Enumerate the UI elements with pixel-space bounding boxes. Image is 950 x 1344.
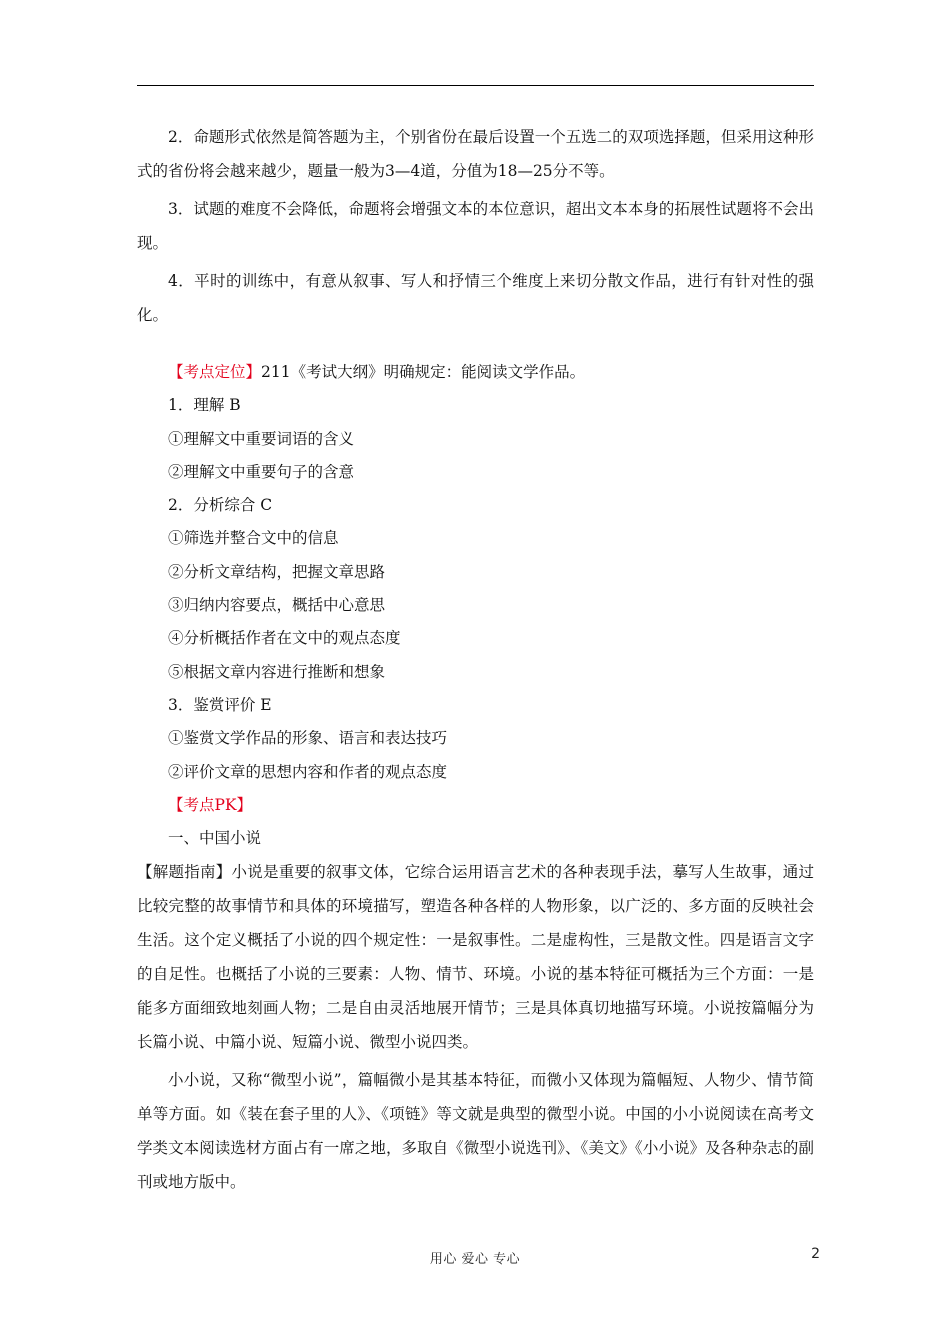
jieti-zhinan-text: 小说是重要的叙事文体，它综合运用语言艺术的各种表现手法，摹写人生故事，通过比较完整的故事情节和具体的环境描写，塑造各种各样的人物形象，以广泛的、多方面的反映社会生活。这个定义概括了小说的四个规定性：一是叙事性。二是虚构性，三是散文性。四是语言文字的自足性。也概括了小说的三要素：人物、情节、环境。小说的基本特征可概括为三个方面：一是能多方面细致地刻画人物；二是自由灵活地展开情节；三是具体真切地描写环境。小说按篇幅分为长篇小说、中篇小说、短篇小说、微型小说四类。 bbox=[137, 863, 814, 1052]
outline-item: 1．理解 B bbox=[168, 396, 241, 415]
document-body bbox=[137, 120, 814, 1199]
outline-item: ①筛选并整合文中的信息 bbox=[168, 529, 339, 548]
paragraph-4: 4．平时的训练中，有意从叙事、写人和抒情三个维度上来切分散文作品，进行有针对性的强化。 bbox=[137, 272, 814, 324]
outline-item: ②分析文章结构，把握文章思路 bbox=[168, 562, 386, 581]
outline-item: ⑤根据文章内容进行推断和想象 bbox=[168, 662, 386, 681]
paragraph-2: 2．命题形式依然是简答题为主，个别省份在最后设置一个五选二的双项选择题，但采用这种形式的省份将会越来越少，题量一般为3—4道，分值为18—25分不等。 bbox=[137, 128, 814, 180]
outline-item: ②理解文中重要句子的含意 bbox=[168, 462, 355, 481]
page-number: 2 bbox=[811, 1246, 820, 1262]
outline-item: ①理解文中重要词语的含义 bbox=[168, 429, 355, 448]
section-title: 一、中国小说 bbox=[168, 829, 262, 848]
header-rule bbox=[137, 85, 814, 86]
footer-text: 用心 爱心 专心 bbox=[429, 1252, 521, 1267]
paragraph-3: 3．试题的难度不会降低，命题将会增强文本的本位意识，超出文本本身的拓展性试题将不会出现。 bbox=[137, 200, 814, 252]
outline-item: ③归纳内容要点，概括中心意思 bbox=[168, 596, 386, 615]
kaodian-pk-tag: 【考点PK】 bbox=[168, 795, 253, 814]
jieti-zhinan-paragraph bbox=[137, 855, 814, 1059]
outline-item: 3．鉴赏评价 E bbox=[168, 695, 272, 714]
outline-item: ④分析概括作者在文中的观点态度 bbox=[168, 629, 401, 648]
kaodian-dingwei-text: 211《考试大纲》明确规定：能阅读文学作品。 bbox=[261, 363, 586, 381]
jieti-zhinan-tag: 【解题指南】 bbox=[137, 863, 232, 882]
kaodian-dingwei-tag: 【考点定位】 bbox=[168, 363, 262, 381]
paragraph-xiaoxiaoshuo: 小小说，又称“微型小说”，篇幅微小是其基本特征，而微小又体现为篇幅短、人物少、情节简单等方面。如《装在套子里的人》、《项链》等文就是典型的微型小说。中国的小小说阅读在高考文学类文本阅读选材方面占有一席之地，多取自《微型小说选刊》、《美文》《小小说》及各种杂志的副刊或地方版中。 bbox=[137, 1071, 814, 1192]
outline-item: 2．分析综合 C bbox=[168, 496, 273, 515]
outline-item: ①鉴赏文学作品的形象、语言和表达技巧 bbox=[168, 729, 448, 748]
outline-item: ②评价文章的思想内容和作者的观点态度 bbox=[168, 762, 448, 781]
kaodian-dingwei-line bbox=[168, 356, 814, 389]
